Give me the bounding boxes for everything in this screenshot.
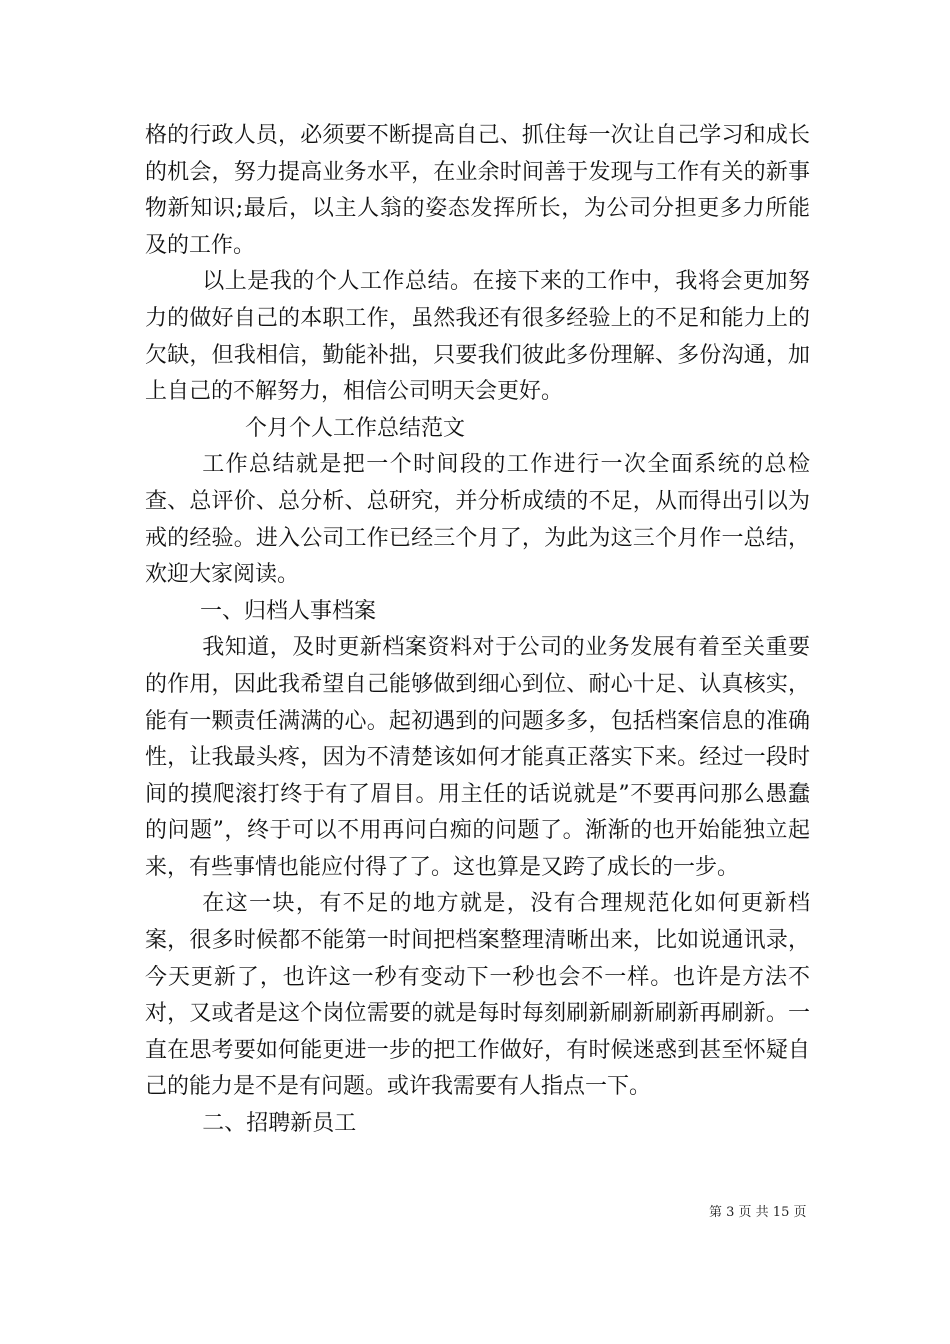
- section-title: 个月个人工作总结范文: [245, 415, 466, 441]
- section-heading-archives: 一、归档人事档案: [200, 598, 377, 624]
- page-number-footer: 第 3 页 共 15 页: [709, 1205, 807, 1220]
- document-body: [145, 118, 810, 1143]
- paragraph-continuation: 格的行政人员，必须要不断提高自己、抓住每一次让自己学习和成长的机会，努力提高业务水平，在业余时间善于发现与工作有关的新事物新知识;最后，以主人翁的姿态发挥所长，为公司分担更多力所能及的工作。: [145, 123, 810, 258]
- paragraph-intro: 工作总结就是把一个时间段的工作进行一次全面系统的总检查、总评价、总分析、总研究，并分析成绩的不足，从而得出引以为戒的经验。进入公司工作已经三个月了，为此为这三个月作一总结，欢迎大家阅读。: [145, 452, 810, 588]
- paragraph-summary-conclusion: 以上是我的个人工作总结。在接下来的工作中，我将会更加努力的做好自己的本职工作，虽然我还有很多经验上的不足和能力上的欠缺，但我相信，勤能补拙，只要我们彼此多份理解、多份沟通，加上自己的不解努力，相信公司明天会更好。: [145, 269, 810, 405]
- paragraph-archives-progress: 我知道，及时更新档案资料对于公司的业务发展有着至关重要的作用，因此我希望自己能够做到细心到位、耐心十足、认真核实，能有一颗责任满满的心。起初遇到的问题多多，包括档案信息的准确性，让我最头疼，因为不清楚该如何才能真正落实下来。经过一段时间的摸爬滚打终于有了眉目。用主任的话说就是”不要再问那么愚蠢的问题”，终于可以不用再问白痴的问题了。渐渐的也开始能独立起来，有些事情也能应付得了了。这也算是又跨了成长的一步。: [145, 635, 810, 880]
- paragraph-archives-shortcomings: 在这一块，有不足的地方就是，没有合理规范化如何更新档案，很多时候都不能第一时间把档案整理清晰出来，比如说通讯录，今天更新了，也许这一秒有变动下一秒也会不一样。也许是方法不对，又或者是这个岗位需要的就是每时每刻刷新刷新刷新再刷新。一直在思考要如何能更进一步的把工作做好，有时候迷惑到甚至怀疑自己的能力是不是有问题。或许我需要有人指点一下。: [145, 891, 810, 1100]
- section-heading-recruitment: 二、招聘新员工: [202, 1111, 357, 1137]
